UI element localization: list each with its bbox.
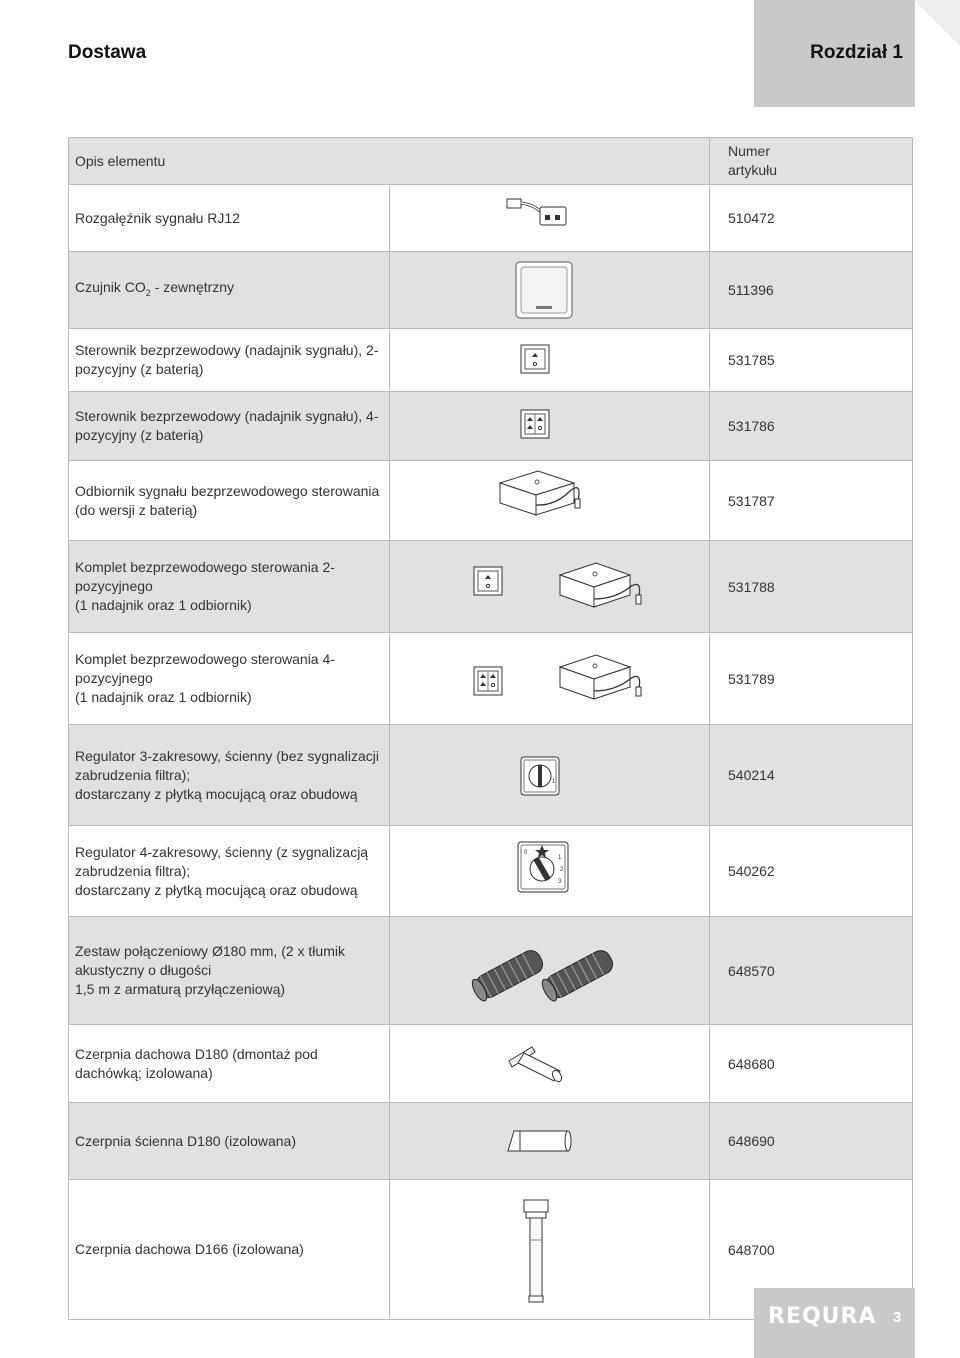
dial-mark: 1 bbox=[551, 779, 555, 785]
kit-4pos-icon bbox=[390, 633, 670, 721]
row-description bbox=[69, 252, 390, 329]
row-article-number: 648690 bbox=[710, 1103, 913, 1180]
desc-line1: Regulator 4-zakresowy, ścienny (z sygnalizacją zabrudzenia filtra); bbox=[75, 843, 369, 879]
desc-line2: dostarczany z płytką mocującą oraz obudową bbox=[75, 785, 358, 802]
row-image bbox=[389, 633, 710, 725]
row-description bbox=[69, 633, 390, 725]
roof-intake-d180-icon bbox=[390, 1025, 670, 1099]
row-article-number: 531787 bbox=[710, 461, 913, 541]
row-image bbox=[389, 185, 710, 252]
desc-line1: Komplet bezprzewodowego sterowania 2-pozycyjnego bbox=[75, 559, 335, 594]
row-article-number: 540262 bbox=[710, 826, 913, 917]
row-article-number: 648700 bbox=[710, 1180, 913, 1320]
receiver-icon bbox=[390, 461, 670, 537]
row-description bbox=[69, 541, 390, 633]
table-row bbox=[69, 392, 913, 461]
row-image bbox=[389, 541, 710, 633]
table-row bbox=[69, 725, 913, 826]
row-image bbox=[389, 1180, 710, 1320]
row-description: Sterownik bezprzewodowy (nadajnik sygnału), 2-pozycyjny (z baterią) bbox=[69, 329, 390, 392]
roof-intake-d166-icon bbox=[390, 1180, 670, 1316]
page-number: 3 bbox=[893, 1309, 902, 1326]
desc-line2: (1 nadajnik oraz 1 odbiornik) bbox=[75, 597, 252, 613]
row-image bbox=[389, 392, 710, 461]
desc-line1: Zestaw połączeniowy Ø180 mm, (2 x tłumik akustyczny o długości bbox=[75, 943, 345, 978]
table-header-row bbox=[69, 138, 913, 185]
header-number-line1: Numer bbox=[728, 143, 771, 159]
table-row bbox=[69, 1103, 913, 1180]
brand-logo: REQURA bbox=[768, 1304, 877, 1329]
row-image bbox=[389, 252, 710, 329]
row-article-number: 531788 bbox=[710, 541, 913, 633]
row-description bbox=[69, 917, 390, 1025]
row-article-number: 531786 bbox=[710, 392, 913, 461]
corner-fold bbox=[914, 0, 960, 46]
row-article-number: 648680 bbox=[710, 1025, 913, 1103]
desc-tail: - zewnętrzny bbox=[154, 278, 235, 295]
chapter-tab bbox=[754, 0, 915, 107]
desc-text: Czujnik CO bbox=[75, 278, 146, 295]
remote-4pos-icon bbox=[390, 392, 670, 457]
row-image bbox=[389, 826, 710, 917]
co2-sensor-icon bbox=[390, 252, 670, 325]
header-number-line2: artykułu bbox=[728, 162, 778, 178]
table-row bbox=[69, 1025, 913, 1103]
row-description: Odbiornik sygnału bezprzewodowego sterowania (do wersji z baterią) bbox=[69, 461, 390, 541]
row-description: Czerpnia ścienna D180 (izolowana) bbox=[69, 1103, 390, 1180]
desc-subscript: 2 bbox=[145, 287, 151, 298]
table-row bbox=[69, 633, 913, 725]
row-image bbox=[389, 329, 710, 392]
chapter-title: Rozdział 1 bbox=[810, 42, 903, 63]
row-description: Rozgałęźnik sygnału RJ12 bbox=[69, 185, 390, 252]
row-image bbox=[389, 725, 710, 826]
rj12-splitter-icon bbox=[390, 185, 670, 248]
header-article-number bbox=[710, 138, 913, 185]
dial-mark-two: 2 bbox=[559, 867, 563, 873]
row-image bbox=[389, 917, 710, 1025]
desc-line1: Komplet bezprzewodowego sterowania 4-pozycyjnego bbox=[75, 651, 335, 686]
silencer-set-icon bbox=[390, 917, 670, 1021]
row-article-number: 648570 bbox=[710, 917, 913, 1025]
row-article-number: 511396 bbox=[710, 252, 913, 329]
table-row bbox=[69, 185, 913, 252]
row-description: Sterownik bezprzewodowy (nadajnik sygnału), 4-pozycyjny (z baterią) bbox=[69, 392, 390, 461]
table-row bbox=[69, 329, 913, 392]
header-description: Opis elementu bbox=[69, 138, 710, 185]
row-article-number: 510472 bbox=[710, 185, 913, 252]
row-description bbox=[69, 725, 390, 826]
row-description: Czerpnia dachowa D166 (izolowana) bbox=[69, 1180, 390, 1320]
dial-mark-zero: 0 bbox=[523, 850, 527, 856]
row-image bbox=[389, 461, 710, 541]
regulator-4step-icon bbox=[390, 826, 670, 913]
desc-line2: (1 nadajnik oraz 1 odbiornik) bbox=[75, 689, 252, 705]
row-article-number: 531785 bbox=[710, 329, 913, 392]
table-row bbox=[69, 461, 913, 541]
page-title: Dostawa bbox=[68, 42, 147, 63]
desc-line2: dostarczany z płytką mocującą oraz obudową bbox=[75, 881, 358, 898]
table-row bbox=[69, 826, 913, 917]
regulator-3step-icon bbox=[390, 725, 670, 822]
row-image bbox=[389, 1025, 710, 1103]
table-row bbox=[69, 252, 913, 329]
kit-2pos-icon bbox=[390, 541, 670, 629]
row-description: Czerpnia dachowa D180 (dmontaż pod dachówką; izolowana) bbox=[69, 1025, 390, 1103]
row-article-number: 540214 bbox=[710, 725, 913, 826]
desc-line1: Regulator 3-zakresowy, ścienny (bez sygnalizacji zabrudzenia filtra); bbox=[75, 747, 379, 783]
dial-mark-one: 1 bbox=[557, 855, 561, 861]
wall-intake-d180-icon bbox=[390, 1103, 670, 1176]
delivery-table bbox=[68, 137, 913, 1320]
table-row bbox=[69, 917, 913, 1025]
row-image bbox=[389, 1103, 710, 1180]
row-description bbox=[69, 826, 390, 917]
dial-mark-three: 3 bbox=[557, 879, 561, 885]
desc-line2: 1,5 m z armaturą przyłączeniową) bbox=[75, 981, 286, 997]
remote-2pos-icon bbox=[390, 329, 670, 388]
table-row bbox=[69, 541, 913, 633]
row-article-number: 531789 bbox=[710, 633, 913, 725]
